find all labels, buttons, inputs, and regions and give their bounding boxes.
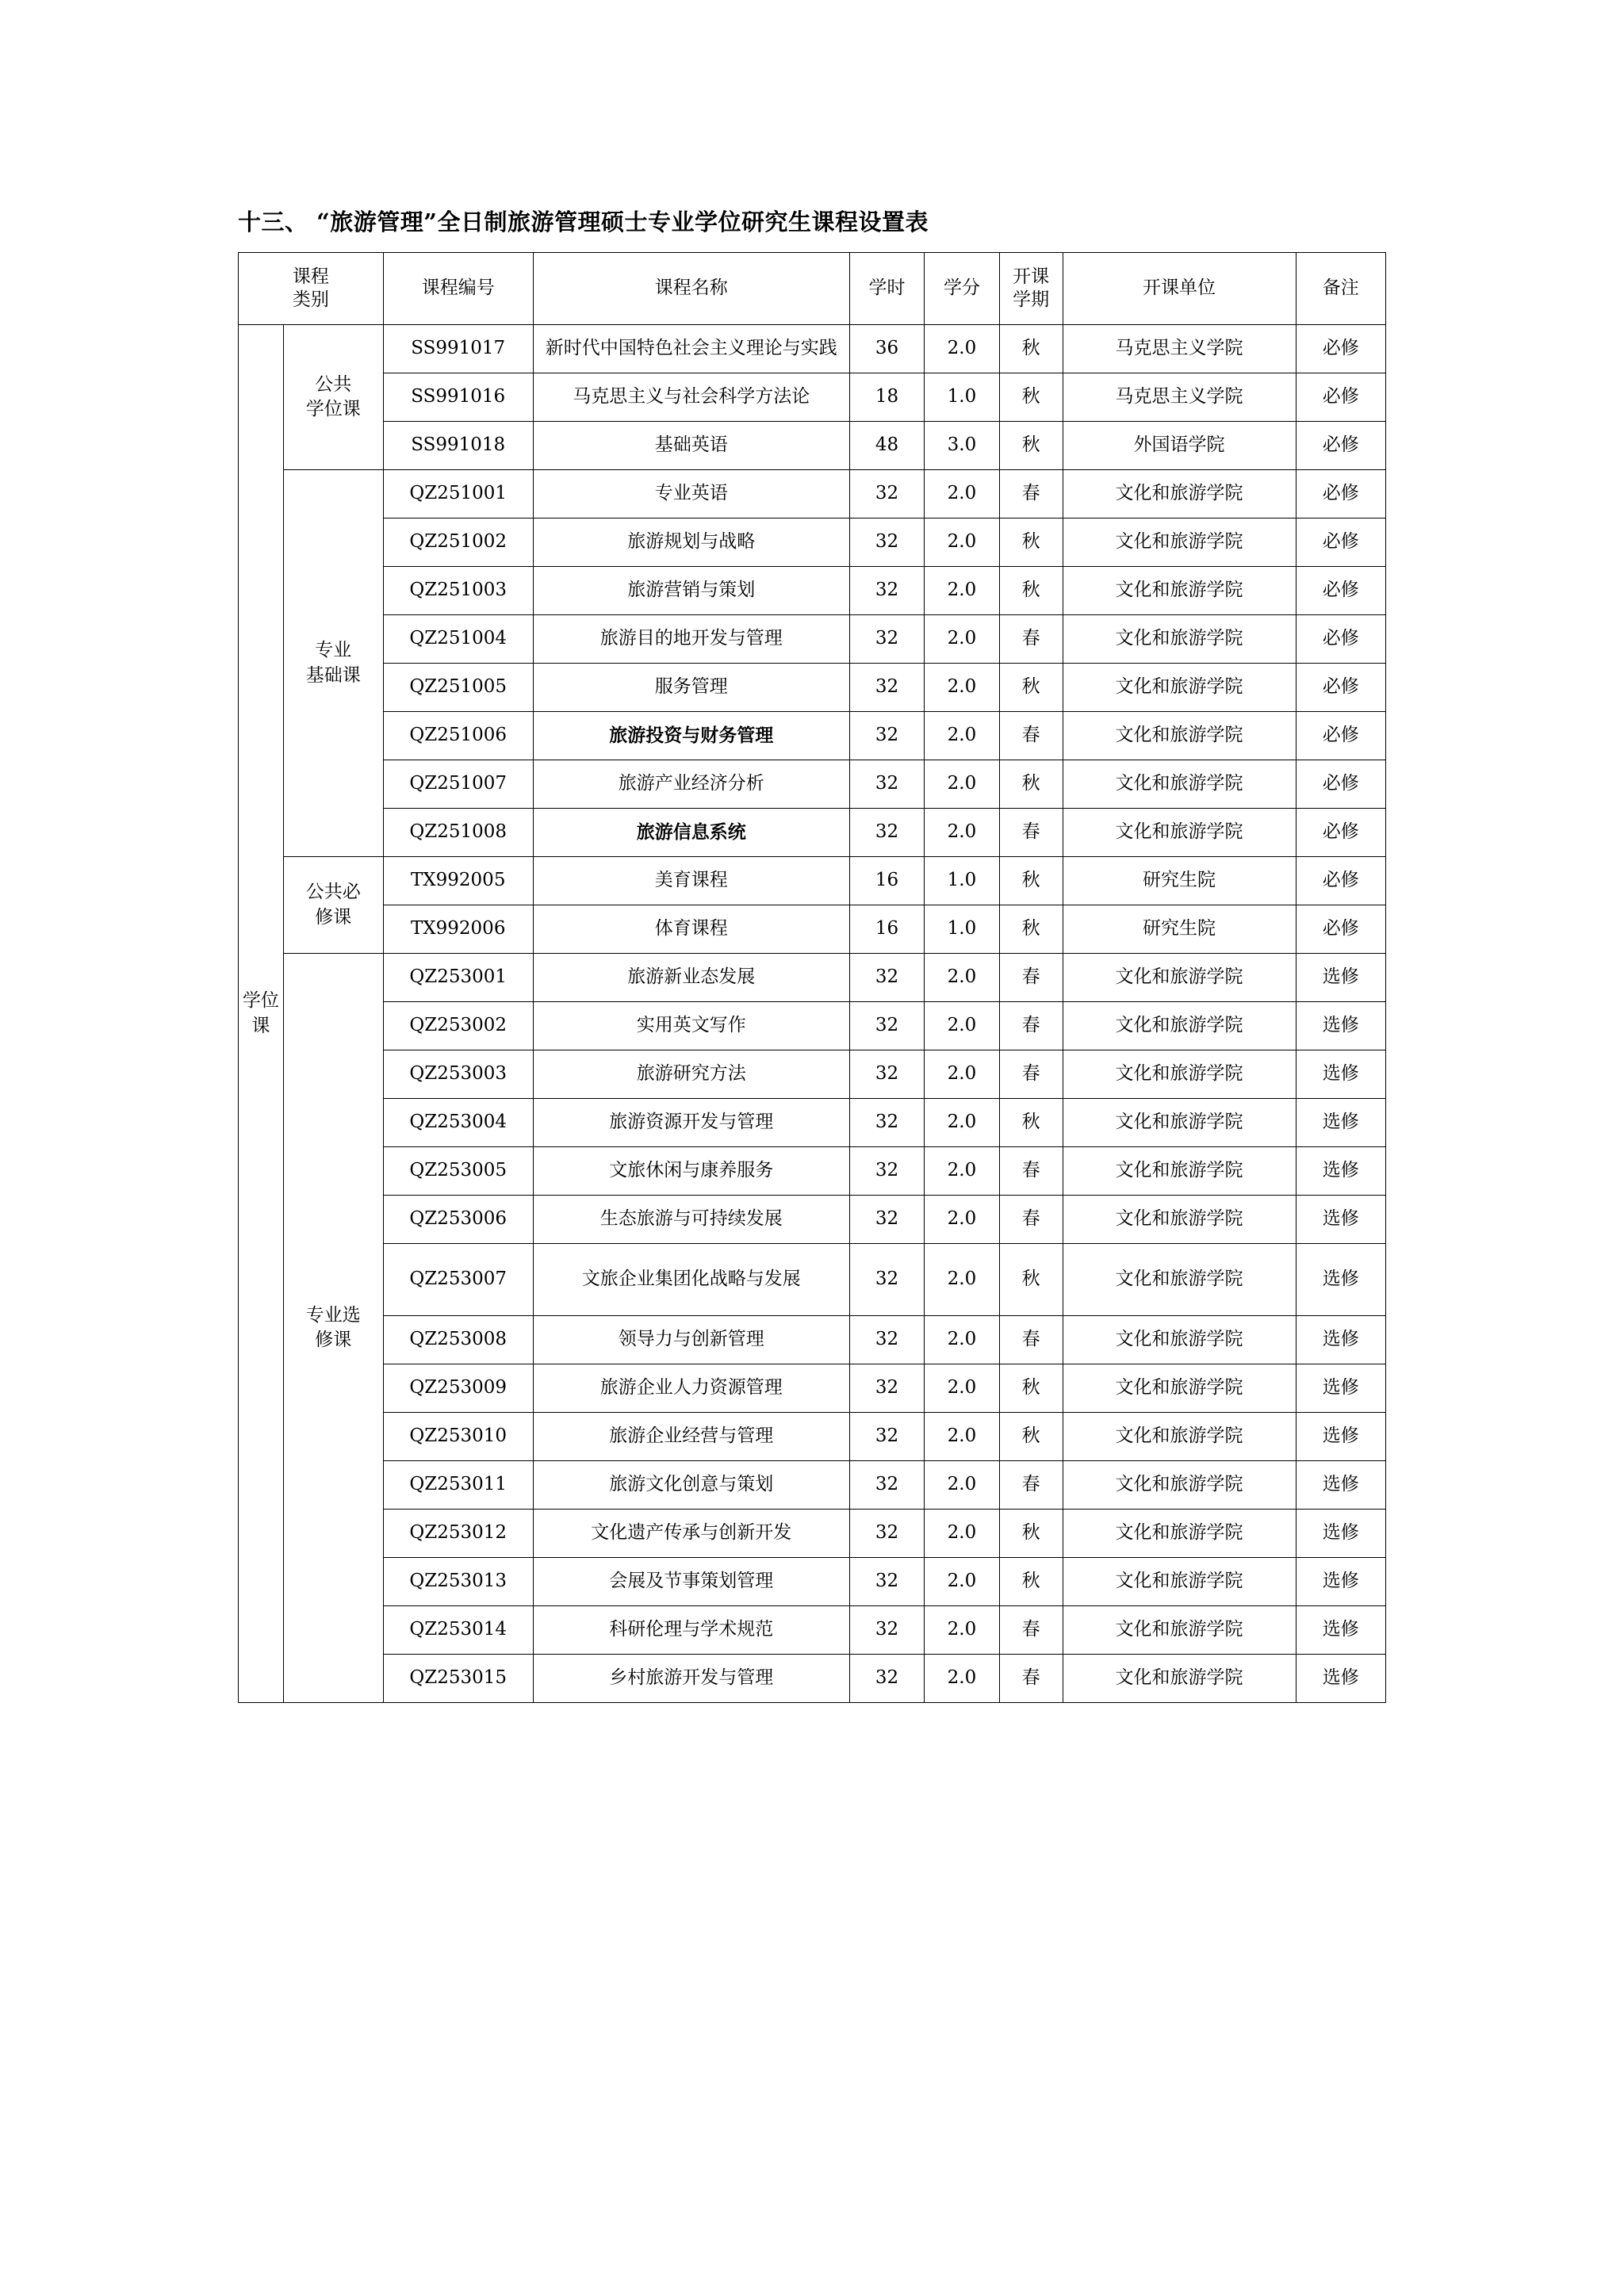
cell-credits: 3.0 xyxy=(925,422,1000,470)
cell-name: 科研伦理与学术规范 xyxy=(533,1606,849,1655)
cell-name: 旅游规划与战略 xyxy=(533,519,849,567)
table-row xyxy=(239,857,1386,905)
table-row xyxy=(239,1099,1386,1147)
cell-note: 必修 xyxy=(1296,809,1385,857)
cell-dept: 文化和旅游学院 xyxy=(1063,1364,1296,1413)
cell-hours: 32 xyxy=(849,712,925,760)
cell-dept: 文化和旅游学院 xyxy=(1063,954,1296,1002)
cell-note: 必修 xyxy=(1296,567,1385,615)
cell-note: 必修 xyxy=(1296,905,1385,954)
cell-hours: 32 xyxy=(849,1606,925,1655)
table-row xyxy=(239,470,1386,519)
cell-term: 春 xyxy=(999,1655,1063,1703)
cell-note: 选修 xyxy=(1296,1147,1385,1196)
cell-hours: 18 xyxy=(849,373,925,422)
cell-note: 必修 xyxy=(1296,373,1385,422)
cell-dept: 文化和旅游学院 xyxy=(1063,1413,1296,1461)
cell-hours: 32 xyxy=(849,1316,925,1364)
cell-code: QZ251005 xyxy=(383,664,533,712)
header-term xyxy=(999,253,1063,325)
cell-note: 必修 xyxy=(1296,422,1385,470)
header-category-line2: 类别 xyxy=(292,289,329,310)
header-note: 备注 xyxy=(1296,253,1385,325)
cell-note: 必修 xyxy=(1296,664,1385,712)
table-row xyxy=(239,422,1386,470)
cell-credits: 2.0 xyxy=(925,760,1000,809)
cell-credits: 2.0 xyxy=(925,1510,1000,1558)
cell-code: QZ253013 xyxy=(383,1558,533,1606)
cell-code: QZ251006 xyxy=(383,712,533,760)
table-row xyxy=(239,1655,1386,1703)
cell-code: QZ253005 xyxy=(383,1147,533,1196)
cell-dept: 文化和旅游学院 xyxy=(1063,567,1296,615)
cell-term: 春 xyxy=(999,954,1063,1002)
table-row xyxy=(239,809,1386,857)
cell-term: 秋 xyxy=(999,1413,1063,1461)
table-row xyxy=(239,1606,1386,1655)
header-name: 课程名称 xyxy=(533,253,849,325)
cell-dept: 研究生院 xyxy=(1063,905,1296,954)
cell-credits: 2.0 xyxy=(925,1050,1000,1099)
cell-term: 秋 xyxy=(999,664,1063,712)
cell-credits: 2.0 xyxy=(925,1244,1000,1316)
cell-hours: 32 xyxy=(849,1147,925,1196)
cell-name: 新时代中国特色社会主义理论与实践 xyxy=(533,325,849,373)
cell-dept: 研究生院 xyxy=(1063,857,1296,905)
cell-name: 体育课程 xyxy=(533,905,849,954)
cell-term: 秋 xyxy=(999,422,1063,470)
cell-note: 选修 xyxy=(1296,1316,1385,1364)
cell-name: 旅游研究方法 xyxy=(533,1050,849,1099)
page-title: 十三、 “旅游管理”全日制旅游管理硕士专业学位研究生课程设置表 xyxy=(238,209,929,235)
cell-term: 秋 xyxy=(999,905,1063,954)
cell-name: 专业英语 xyxy=(533,470,849,519)
cell-code: QZ253014 xyxy=(383,1606,533,1655)
cell-dept: 文化和旅游学院 xyxy=(1063,519,1296,567)
cell-credits: 2.0 xyxy=(925,567,1000,615)
cell-hours: 32 xyxy=(849,1099,925,1147)
group-public-required-line2: 修课 xyxy=(315,906,352,928)
group-degree-course xyxy=(239,325,284,1703)
cell-term: 春 xyxy=(999,1050,1063,1099)
group-public-degree-line2: 学位课 xyxy=(305,399,361,419)
table-header xyxy=(239,253,1386,325)
cell-term: 春 xyxy=(999,1461,1063,1510)
cell-dept: 文化和旅游学院 xyxy=(1063,470,1296,519)
cell-note: 选修 xyxy=(1296,1050,1385,1099)
cell-name: 旅游投资与财务管理 xyxy=(533,712,849,760)
table-row xyxy=(239,1196,1386,1244)
cell-note: 选修 xyxy=(1296,1558,1385,1606)
cell-note: 选修 xyxy=(1296,1510,1385,1558)
cell-credits: 2.0 xyxy=(925,1196,1000,1244)
group-degree-line1: 学位 xyxy=(242,990,279,1012)
table-row xyxy=(239,954,1386,1002)
cell-code: QZ251008 xyxy=(383,809,533,857)
cell-credits: 2.0 xyxy=(925,615,1000,664)
cell-hours: 32 xyxy=(849,1050,925,1099)
cell-dept: 马克思主义学院 xyxy=(1063,325,1296,373)
cell-hours: 32 xyxy=(849,615,925,664)
cell-note: 选修 xyxy=(1296,1099,1385,1147)
group-major-elective-line2: 修课 xyxy=(315,1330,352,1350)
cell-hours: 32 xyxy=(849,567,925,615)
cell-term: 春 xyxy=(999,1147,1063,1196)
header-term-line1: 开课 xyxy=(1013,266,1050,288)
cell-note: 选修 xyxy=(1296,1244,1385,1316)
cell-credits: 2.0 xyxy=(925,1147,1000,1196)
cell-note: 必修 xyxy=(1296,760,1385,809)
cell-hours: 32 xyxy=(849,1558,925,1606)
cell-credits: 1.0 xyxy=(925,373,1000,422)
cell-credits: 2.0 xyxy=(925,664,1000,712)
table-row xyxy=(239,567,1386,615)
cell-dept: 文化和旅游学院 xyxy=(1063,1558,1296,1606)
header-dept: 开课单位 xyxy=(1063,253,1296,325)
cell-dept: 文化和旅游学院 xyxy=(1063,1316,1296,1364)
cell-credits: 2.0 xyxy=(925,1558,1000,1606)
cell-term: 秋 xyxy=(999,1558,1063,1606)
header-category-line1: 课程 xyxy=(292,266,329,288)
cell-dept: 文化和旅游学院 xyxy=(1063,809,1296,857)
cell-dept: 文化和旅游学院 xyxy=(1063,1655,1296,1703)
cell-hours: 32 xyxy=(849,664,925,712)
cell-name: 马克思主义与社会科学方法论 xyxy=(533,373,849,422)
cell-term: 春 xyxy=(999,712,1063,760)
header-row xyxy=(239,253,1386,325)
cell-code: QZ253002 xyxy=(383,1002,533,1050)
cell-code: QZ253004 xyxy=(383,1099,533,1147)
cell-hours: 32 xyxy=(849,954,925,1002)
group-degree-line2: 课 xyxy=(251,1015,270,1036)
cell-name: 旅游企业经营与管理 xyxy=(533,1413,849,1461)
cell-credits: 2.0 xyxy=(925,954,1000,1002)
table-body xyxy=(239,325,1386,1703)
cell-dept: 文化和旅游学院 xyxy=(1063,1244,1296,1316)
cell-term: 秋 xyxy=(999,857,1063,905)
table-row xyxy=(239,325,1386,373)
cell-code: TX992005 xyxy=(383,857,533,905)
cell-hours: 16 xyxy=(849,905,925,954)
cell-dept: 外国语学院 xyxy=(1063,422,1296,470)
table-row xyxy=(239,1364,1386,1413)
cell-code: SS991016 xyxy=(383,373,533,422)
cell-term: 秋 xyxy=(999,1244,1063,1316)
table-row xyxy=(239,905,1386,954)
cell-hours: 32 xyxy=(849,1196,925,1244)
cell-name: 文旅企业集团化战略与发展 xyxy=(533,1244,849,1316)
cell-credits: 2.0 xyxy=(925,1099,1000,1147)
cell-credits: 2.0 xyxy=(925,470,1000,519)
cell-term: 秋 xyxy=(999,567,1063,615)
table-row xyxy=(239,1316,1386,1364)
cell-code: QZ253010 xyxy=(383,1413,533,1461)
table-row xyxy=(239,1244,1386,1316)
cell-hours: 32 xyxy=(849,1244,925,1316)
cell-note: 必修 xyxy=(1296,712,1385,760)
cell-note: 选修 xyxy=(1296,1196,1385,1244)
table-row xyxy=(239,1002,1386,1050)
cell-code: QZ253012 xyxy=(383,1510,533,1558)
cell-hours: 32 xyxy=(849,1364,925,1413)
cell-hours: 32 xyxy=(849,809,925,857)
cell-term: 秋 xyxy=(999,325,1063,373)
cell-credits: 2.0 xyxy=(925,1655,1000,1703)
cell-hours: 32 xyxy=(849,1002,925,1050)
cell-term: 春 xyxy=(999,1316,1063,1364)
group-public-degree xyxy=(283,325,383,470)
cell-dept: 文化和旅游学院 xyxy=(1063,1099,1296,1147)
table-row xyxy=(239,615,1386,664)
cell-name: 旅游营销与策划 xyxy=(533,567,849,615)
cell-code: QZ253009 xyxy=(383,1364,533,1413)
cell-dept: 文化和旅游学院 xyxy=(1063,1196,1296,1244)
cell-name: 旅游企业人力资源管理 xyxy=(533,1364,849,1413)
cell-credits: 2.0 xyxy=(925,1316,1000,1364)
cell-note: 选修 xyxy=(1296,1461,1385,1510)
cell-name: 旅游文化创意与策划 xyxy=(533,1461,849,1510)
cell-code: QZ253003 xyxy=(383,1050,533,1099)
table-row xyxy=(239,519,1386,567)
cell-hours: 32 xyxy=(849,1655,925,1703)
cell-note: 选修 xyxy=(1296,1364,1385,1413)
cell-note: 选修 xyxy=(1296,1002,1385,1050)
cell-code: QZ253007 xyxy=(383,1244,533,1316)
cell-dept: 文化和旅游学院 xyxy=(1063,1002,1296,1050)
cell-credits: 2.0 xyxy=(925,1606,1000,1655)
cell-name: 领导力与创新管理 xyxy=(533,1316,849,1364)
cell-code: QZ253001 xyxy=(383,954,533,1002)
cell-name: 乡村旅游开发与管理 xyxy=(533,1655,849,1703)
cell-hours: 36 xyxy=(849,325,925,373)
cell-code: SS991018 xyxy=(383,422,533,470)
header-category xyxy=(239,253,384,325)
cell-name: 文旅休闲与康养服务 xyxy=(533,1147,849,1196)
cell-credits: 2.0 xyxy=(925,519,1000,567)
cell-hours: 32 xyxy=(849,470,925,519)
cell-code: SS991017 xyxy=(383,325,533,373)
cell-note: 必修 xyxy=(1296,615,1385,664)
cell-name: 生态旅游与可持续发展 xyxy=(533,1196,849,1244)
header-term-line2: 学期 xyxy=(1013,289,1050,310)
cell-credits: 2.0 xyxy=(925,1002,1000,1050)
group-public-required xyxy=(283,857,383,954)
table-row xyxy=(239,664,1386,712)
cell-note: 选修 xyxy=(1296,1413,1385,1461)
cell-code: QZ251002 xyxy=(383,519,533,567)
cell-note: 必修 xyxy=(1296,519,1385,567)
cell-code: TX992006 xyxy=(383,905,533,954)
cell-term: 春 xyxy=(999,1196,1063,1244)
table-row xyxy=(239,1461,1386,1510)
table-row xyxy=(239,1510,1386,1558)
cell-term: 秋 xyxy=(999,1510,1063,1558)
cell-dept: 马克思主义学院 xyxy=(1063,373,1296,422)
cell-term: 春 xyxy=(999,809,1063,857)
cell-code: QZ253015 xyxy=(383,1655,533,1703)
cell-credits: 1.0 xyxy=(925,905,1000,954)
header-credits: 学分 xyxy=(925,253,1000,325)
cell-credits: 2.0 xyxy=(925,1364,1000,1413)
cell-credits: 2.0 xyxy=(925,809,1000,857)
cell-code: QZ251003 xyxy=(383,567,533,615)
cell-name: 会展及节事策划管理 xyxy=(533,1558,849,1606)
cell-dept: 文化和旅游学院 xyxy=(1063,615,1296,664)
group-major-elective-line1: 专业选 xyxy=(305,1304,361,1326)
cell-dept: 文化和旅游学院 xyxy=(1063,1606,1296,1655)
cell-code: QZ251004 xyxy=(383,615,533,664)
cell-note: 必修 xyxy=(1296,325,1385,373)
group-major-elective xyxy=(283,954,383,1703)
cell-dept: 文化和旅游学院 xyxy=(1063,760,1296,809)
cell-term: 春 xyxy=(999,1002,1063,1050)
cell-term: 秋 xyxy=(999,760,1063,809)
cell-name: 旅游信息系统 xyxy=(533,809,849,857)
table-row xyxy=(239,1147,1386,1196)
cell-hours: 32 xyxy=(849,1510,925,1558)
cell-note: 选修 xyxy=(1296,1655,1385,1703)
cell-term: 春 xyxy=(999,470,1063,519)
group-major-basic xyxy=(283,470,383,857)
table-row xyxy=(239,712,1386,760)
cell-credits: 1.0 xyxy=(925,857,1000,905)
cell-dept: 文化和旅游学院 xyxy=(1063,664,1296,712)
cell-note: 必修 xyxy=(1296,470,1385,519)
cell-term: 秋 xyxy=(999,1364,1063,1413)
cell-dept: 文化和旅游学院 xyxy=(1063,1510,1296,1558)
cell-note: 必修 xyxy=(1296,857,1385,905)
cell-name: 文化遗产传承与创新开发 xyxy=(533,1510,849,1558)
cell-dept: 文化和旅游学院 xyxy=(1063,1461,1296,1510)
cell-term: 秋 xyxy=(999,373,1063,422)
table-row xyxy=(239,1050,1386,1099)
cell-hours: 48 xyxy=(849,422,925,470)
cell-dept: 文化和旅游学院 xyxy=(1063,1147,1296,1196)
cell-term: 春 xyxy=(999,1606,1063,1655)
table-row xyxy=(239,760,1386,809)
cell-hours: 32 xyxy=(849,760,925,809)
cell-term: 秋 xyxy=(999,519,1063,567)
group-major-basic-line1: 专业 xyxy=(315,640,352,661)
cell-credits: 2.0 xyxy=(925,712,1000,760)
header-hours: 学时 xyxy=(849,253,925,325)
table-row xyxy=(239,373,1386,422)
cell-name: 实用英文写作 xyxy=(533,1002,849,1050)
cell-name: 旅游新业态发展 xyxy=(533,954,849,1002)
cell-hours: 16 xyxy=(849,857,925,905)
cell-code: QZ253006 xyxy=(383,1196,533,1244)
cell-term: 秋 xyxy=(999,1099,1063,1147)
cell-name: 基础英语 xyxy=(533,422,849,470)
cell-name: 旅游资源开发与管理 xyxy=(533,1099,849,1147)
cell-note: 选修 xyxy=(1296,1606,1385,1655)
cell-code: QZ253011 xyxy=(383,1461,533,1510)
cell-name: 旅游产业经济分析 xyxy=(533,760,849,809)
cell-credits: 2.0 xyxy=(925,1461,1000,1510)
cell-note: 选修 xyxy=(1296,954,1385,1002)
cell-code: QZ253008 xyxy=(383,1316,533,1364)
group-public-required-line1: 公共必 xyxy=(305,882,361,903)
cell-hours: 32 xyxy=(849,519,925,567)
cell-hours: 32 xyxy=(849,1413,925,1461)
group-major-basic-line2: 基础课 xyxy=(305,664,361,686)
header-code: 课程编号 xyxy=(383,253,533,325)
table-row xyxy=(239,1558,1386,1606)
cell-name: 旅游目的地开发与管理 xyxy=(533,615,849,664)
cell-name: 服务管理 xyxy=(533,664,849,712)
cell-hours: 32 xyxy=(849,1461,925,1510)
cell-term: 春 xyxy=(999,615,1063,664)
group-public-degree-line1: 公共 xyxy=(315,373,352,395)
cell-code: QZ251001 xyxy=(383,470,533,519)
cell-name: 美育课程 xyxy=(533,857,849,905)
cell-credits: 2.0 xyxy=(925,325,1000,373)
cell-dept: 文化和旅游学院 xyxy=(1063,712,1296,760)
cell-code: QZ251007 xyxy=(383,760,533,809)
cell-credits: 2.0 xyxy=(925,1413,1000,1461)
cell-dept: 文化和旅游学院 xyxy=(1063,1050,1296,1099)
course-setup-table xyxy=(238,252,1386,1703)
table-row xyxy=(239,1413,1386,1461)
